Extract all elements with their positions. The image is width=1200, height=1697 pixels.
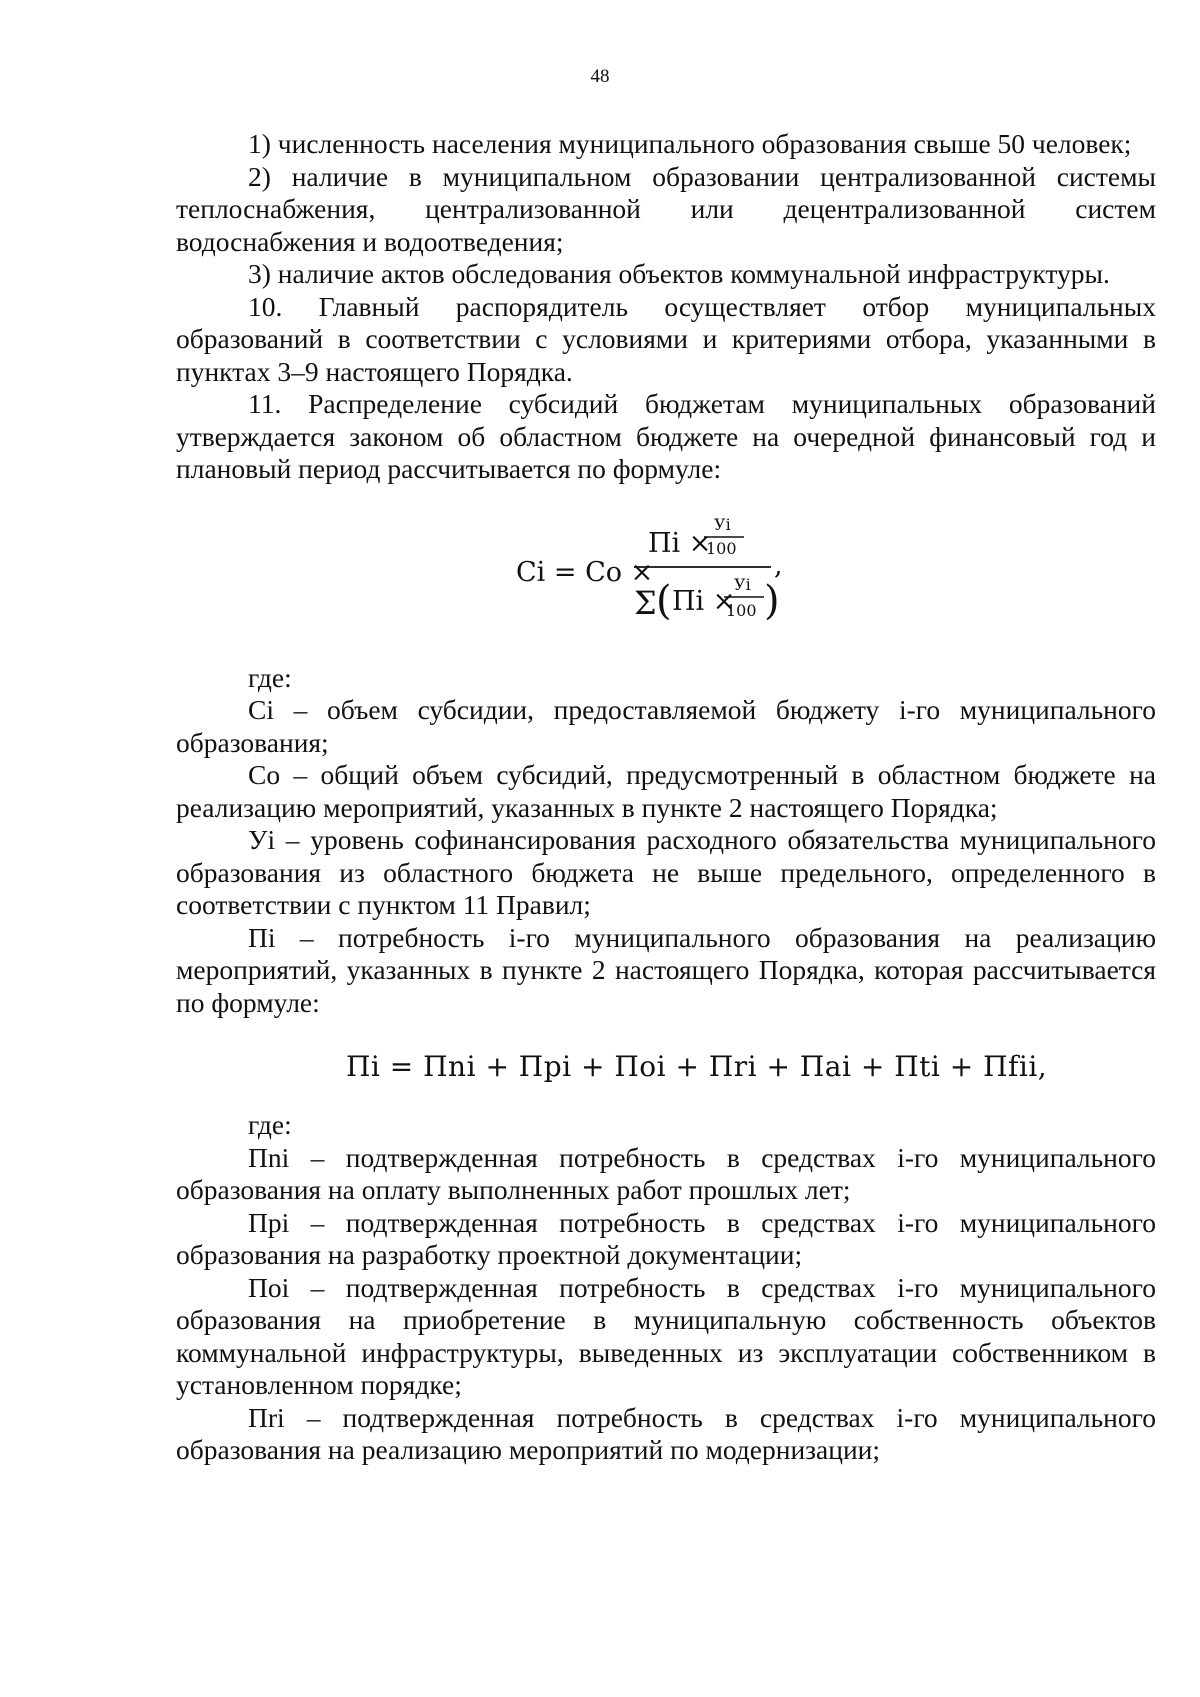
formula-frac-num: Уi (714, 514, 731, 534)
formula-den-frac-den: 100 (726, 600, 757, 620)
paragraph: 3) наличие актов обследования объектов коммунальной инфраструктуры. (248, 258, 1110, 289)
definition: Пi – потребность i-го муниципального образования на реализацию мероприятий, указанных в пункте 2 настоящего Порядка, которая рассчитывается по формуле: (176, 921, 1156, 1018)
paragraph: 2) наличие в муниципальном образовании централизованной системы теплоснабжения, централизованной или децентрализованной систем водоснабжения и водоотведения; (176, 160, 1156, 257)
subsidy-formula-graphic (516, 510, 936, 640)
document-body (176, 128, 1156, 1467)
formula-frac-den: 100 (706, 538, 737, 558)
page-number: 48 (590, 66, 610, 87)
definition: Пni – подтвержденная потребность в средствах i-го муниципального образования на оплату выполненных работ прошлых лет; (176, 1141, 1156, 1205)
paragraph: 11. Распределение субсидий бюджетам муниципальных образований утверждается законом об областном бюджете на очередной финансовый год и плановый период рассчитывается по формуле: (176, 388, 1156, 484)
paragraph: 1) численность населения муниципального образования свыше 50 человек; (248, 128, 1132, 159)
definition: Пri – подтвержденная потребность в средствах i-го муниципального образования на реализацию мероприятий по модернизации; (176, 1401, 1156, 1465)
formula-numerator: Пi × (648, 527, 712, 559)
definition: Co – общий объем субсидий, предусмотренный в областном бюджете на реализацию мероприятий, указанных в пункте 2 настоящего Порядка; (176, 759, 1156, 823)
formula-den-inner: Пi × (672, 585, 736, 617)
formula-den-frac-num: Уi (734, 574, 751, 594)
where-label: где: (248, 661, 292, 693)
where-label: где: (248, 1109, 292, 1140)
formula-tail: , (774, 549, 783, 581)
paragraph: 10. Главный распорядитель осуществляет отбор муниципальных образований в соответствии с условиями и критериями отбора, указанными в пунктах 3–9 настоящего Порядка. (176, 290, 1156, 387)
need-formula (176, 1019, 1156, 1109)
svg-text:): ) (764, 577, 780, 624)
definition: Ci – объем субсидии, предоставляемой бюджету i-го муниципального образования; (176, 694, 1156, 758)
formula-lhs: Ci = Co × (516, 556, 654, 588)
svg-text:(: ( (656, 577, 672, 624)
definition: Пoi – подтвержденная потребность в средствах i-го муниципального образования на приобретение в муниципальную собственность объектов коммунальной инфраструктуры, выведенных из эксплуатации собственником в установленном порядке; (176, 1271, 1156, 1400)
need-formula-text: Пi = Пni + Пpi + Пoi + Пri + Пai + Пti + Пfii, (346, 1050, 1048, 1083)
formula-sum: Σ (634, 583, 657, 622)
subsidy-formula (176, 492, 1156, 662)
definition: Уi – уровень софинансирования расходного обязательства муниципального образования из областного бюджета не выше предельного, определенного в соответствии с пунктом 11 Правил; (176, 824, 1156, 920)
definition: Пpi – подтвержденная потребность в средствах i-го муниципального образования на разработку проектной документации; (176, 1206, 1156, 1270)
